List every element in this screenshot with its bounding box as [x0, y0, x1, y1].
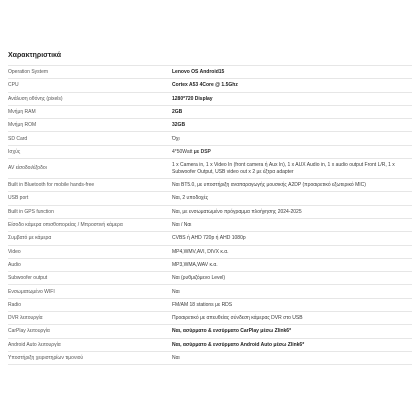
spec-row	[8, 119, 412, 132]
spec-value	[172, 285, 412, 298]
spec-value-text: MP3,WMA,WAV κ.α.	[172, 261, 218, 268]
spec-value-text: Προαιρετικό με απευθείας σύνδεση κάμερας DVR στο USB	[172, 315, 303, 322]
spec-row	[8, 258, 412, 271]
spec-label: Audio	[8, 258, 172, 271]
spec-value	[172, 312, 412, 325]
spec-value-text: 4*50Watt	[172, 148, 193, 155]
spec-value-text: 32GB	[172, 122, 186, 129]
spec-value	[172, 179, 412, 192]
spec-value-text: 1 x Camera in, 1 x Video In (front camera ή Aux In), 1 x AUX Audio in, 1 x audio output Front L/R, 1 x Subwoofer Output, USB video out x 2 με έξτρα adapter	[172, 162, 395, 175]
spec-value-text: Ναι, 2 υποδοχές	[172, 195, 209, 202]
spec-label: Ανάλυση οθόνης (pixels)	[8, 92, 172, 105]
spec-row	[8, 205, 412, 218]
spec-row	[8, 312, 412, 325]
spec-label: Συμβατό με κάμερα	[8, 232, 172, 245]
spec-label: Μνήμη RAM	[8, 105, 172, 118]
spec-label: Subwoofer output	[8, 272, 172, 285]
spec-row	[8, 179, 412, 192]
specs-section	[8, 0, 412, 365]
spec-value-text: Ναι, με ενσωματωμένο πρόγραμμα πλοήγησης 2024-2025	[172, 208, 302, 215]
spec-value-text: Lenovo OS Android15	[172, 69, 225, 76]
spec-label: Υποστήριξη χειριστηρίων τιμονιού	[8, 351, 172, 364]
spec-row	[8, 325, 412, 338]
spec-row	[8, 232, 412, 245]
spec-value-text: Ναι	[172, 354, 180, 361]
spec-value	[172, 218, 412, 231]
spec-value	[172, 258, 412, 271]
spec-value	[172, 298, 412, 311]
spec-row	[8, 338, 412, 351]
spec-value-text: Ναι / Ναι	[172, 222, 192, 229]
spec-label: Είσοδο κάμερα οπισθοπορείας / Μπροστινή κάμερα	[8, 218, 172, 231]
spec-value-suffix: με DSP	[192, 148, 211, 155]
spec-value	[172, 66, 412, 79]
section-title: Χαρακτηριστικά	[8, 52, 62, 59]
spec-row	[8, 145, 412, 158]
spec-label: DVR λειτουργία	[8, 312, 172, 325]
spec-value-text: 1280*720 Display	[172, 95, 213, 102]
spec-value	[172, 325, 412, 338]
spec-value	[172, 245, 412, 258]
spec-row	[8, 298, 412, 311]
spec-value	[172, 232, 412, 245]
spec-row	[8, 79, 412, 92]
spec-value	[172, 79, 412, 92]
spec-row	[8, 105, 412, 118]
spec-label: Video	[8, 245, 172, 258]
spec-value	[172, 92, 412, 105]
spec-label: AV είσοδοι/έξοδοι	[8, 159, 172, 179]
spec-label: Android Auto λειτουργία	[8, 338, 172, 351]
spec-value-text: Ναι BT5.0, με υποστήριξη αναπαραγωγής μουσικής A2DP (προαιρετικό εξωτερικό MIC)	[172, 182, 366, 189]
spec-value-text: MP4,WMV,AVI, DIVX κ.α.	[172, 248, 229, 255]
spec-row	[8, 285, 412, 298]
spec-value	[172, 132, 412, 145]
spec-label: CPU	[8, 79, 172, 92]
spec-value	[172, 338, 412, 351]
spec-value-text: Ναι, ασύρματο & ενσύρματο CarPlay μέσω Zlink6*	[172, 328, 292, 335]
spec-label: Operation System	[8, 66, 172, 79]
spec-value	[172, 119, 412, 132]
spec-value-text: Όχι	[172, 135, 180, 142]
spec-value	[172, 272, 412, 285]
spec-value-text: CVBS ή AHD 720p ή AHD 1080p	[172, 235, 246, 242]
specs-table-body	[8, 66, 412, 365]
spec-label: Radio	[8, 298, 172, 311]
spec-value-text: Ναι, ασύρματο & ενσύρματο Android Auto μέσω Zlink6*	[172, 341, 305, 348]
spec-row	[8, 192, 412, 205]
spec-label: Μνήμη ROM	[8, 119, 172, 132]
spec-value	[172, 351, 412, 364]
spec-value-text: Ναι	[172, 288, 180, 295]
spec-value	[172, 105, 412, 118]
spec-label: USB port	[8, 192, 172, 205]
spec-row	[8, 92, 412, 105]
spec-label: Built in GPS function	[8, 205, 172, 218]
spec-row	[8, 66, 412, 79]
spec-row	[8, 159, 412, 179]
specs-table	[8, 65, 412, 365]
spec-value-text: Cortex A53 4Core @ 1.5Ghz	[172, 82, 238, 89]
spec-label: CarPlay λειτουργία	[8, 325, 172, 338]
spec-value	[172, 145, 412, 158]
spec-value-text: FM/AM 18 stations με RDS	[172, 301, 233, 308]
spec-value-text: Ναι (ρυθμιζόμενο Level)	[172, 275, 226, 282]
spec-row	[8, 245, 412, 258]
spec-row	[8, 132, 412, 145]
spec-row	[8, 351, 412, 364]
spec-value	[172, 205, 412, 218]
spec-label: Built in Bluetooth for mobile hands-free	[8, 179, 172, 192]
spec-row	[8, 272, 412, 285]
spec-row	[8, 218, 412, 231]
spec-value	[172, 192, 412, 205]
spec-label: Ενσωματωμένο WIFI	[8, 285, 172, 298]
spec-label: Ισχύς	[8, 145, 172, 158]
spec-value-text: 2GB	[172, 108, 183, 115]
spec-value	[172, 159, 412, 179]
spec-label: SD Card	[8, 132, 172, 145]
